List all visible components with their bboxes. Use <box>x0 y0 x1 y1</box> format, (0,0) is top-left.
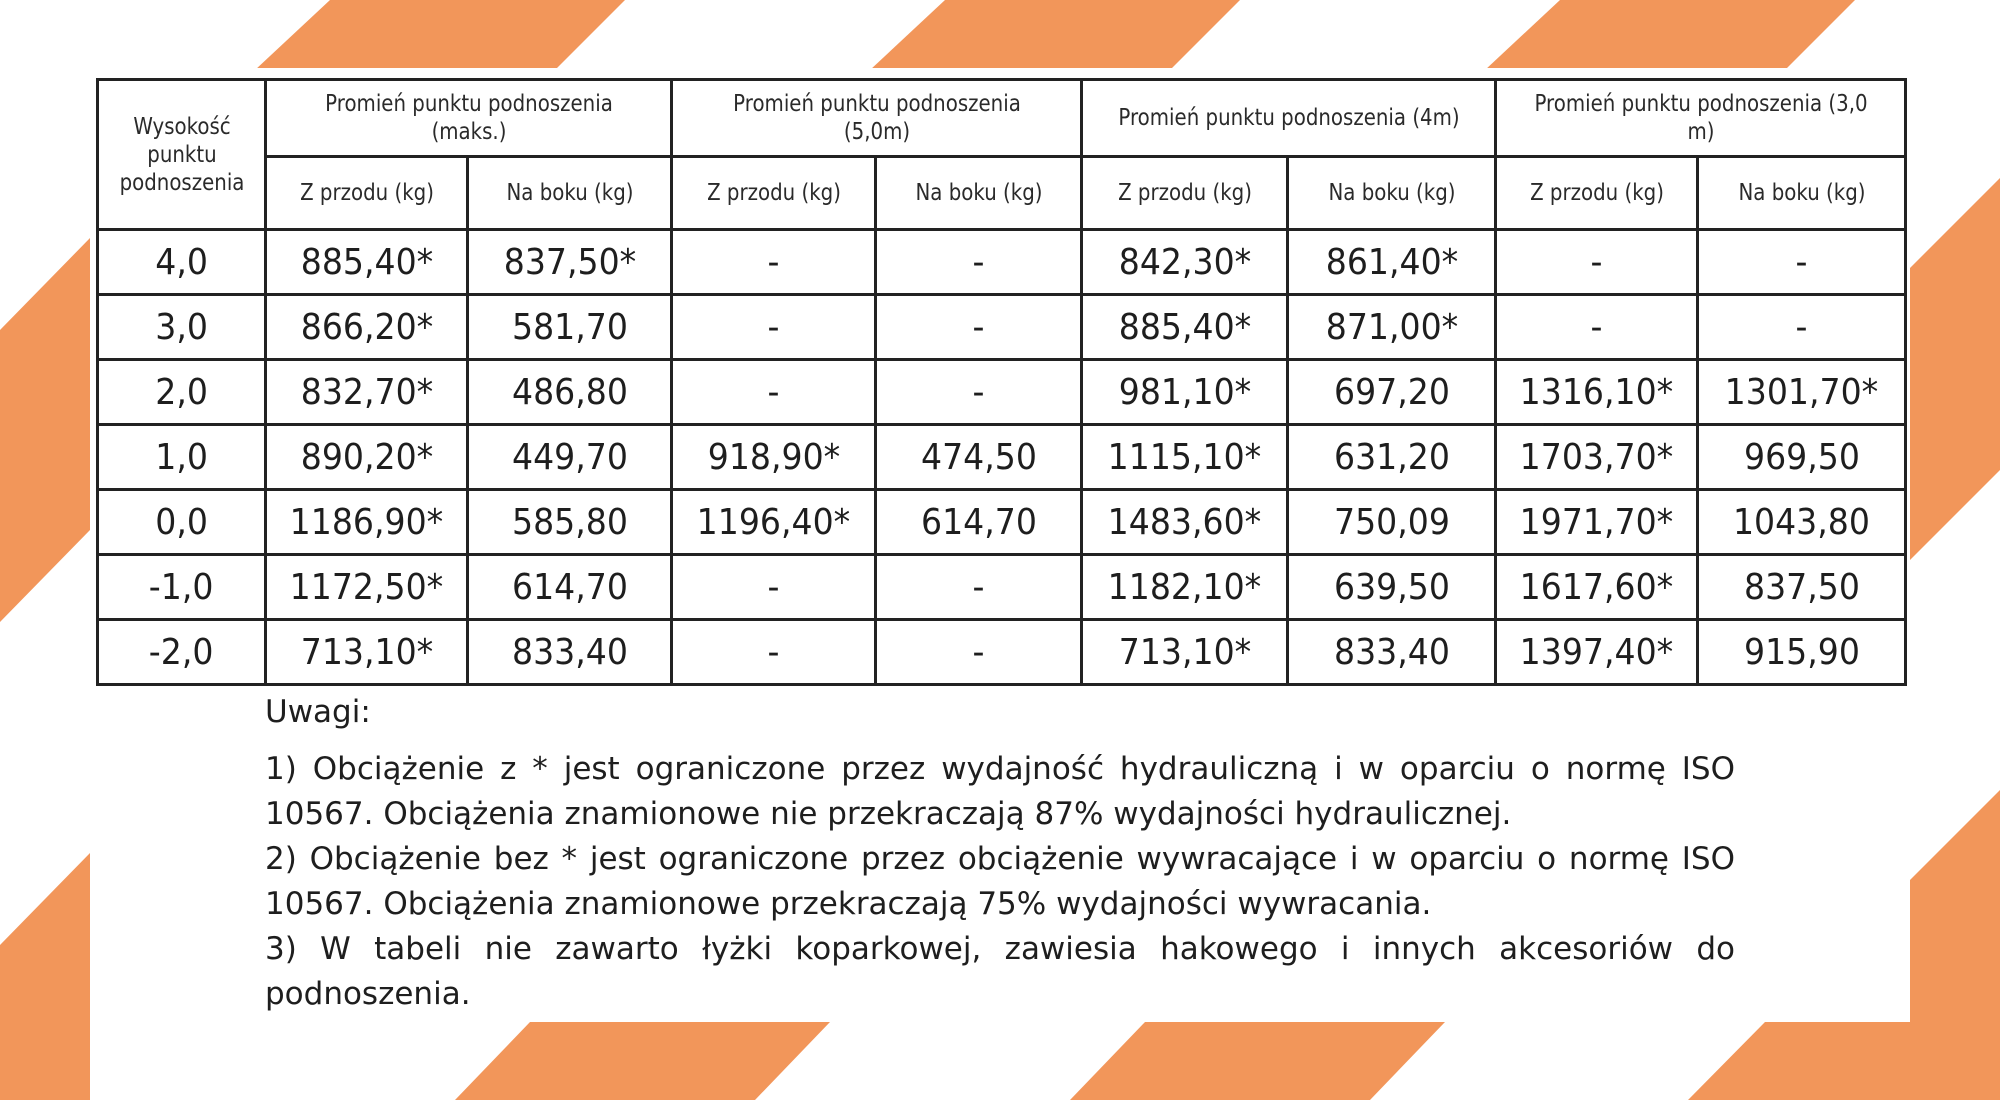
notes-title: Uwagi: <box>265 694 371 730</box>
load-cell: 861,40* <box>1288 230 1496 295</box>
stripe-left-1 <box>0 238 90 622</box>
radius-header-3m: Promień punktu podnoszenia (3,0 m) <box>1524 80 1877 157</box>
load-cell: 842,30* <box>1082 230 1288 295</box>
height-cell: 4,0 <box>98 230 266 295</box>
radius-header-5m: Promień punktu podnoszenia (5,0m) <box>700 80 1053 157</box>
load-cell: 837,50* <box>468 230 672 295</box>
load-cell: - <box>876 295 1082 360</box>
load-cell: 1397,40* <box>1496 620 1698 685</box>
load-cell: - <box>672 555 876 620</box>
table-row <box>98 230 1906 295</box>
load-cell: 1703,70* <box>1496 425 1698 490</box>
load-cell: 837,50 <box>1698 555 1906 620</box>
load-cell: 1182,10* <box>1082 555 1288 620</box>
load-cell: 833,40 <box>1288 620 1496 685</box>
table-row <box>98 295 1906 360</box>
table-body <box>98 230 1906 685</box>
stripe-top-1 <box>255 0 625 70</box>
load-cell: 871,00* <box>1288 295 1496 360</box>
front-header: Z przodu (kg) <box>1096 157 1273 230</box>
stripe-bottom-1 <box>455 1022 830 1100</box>
load-cell: 750,09 <box>1288 490 1496 555</box>
load-cell: 1301,70* <box>1698 360 1906 425</box>
load-cell: 918,90* <box>672 425 876 490</box>
load-cell: - <box>1698 295 1906 360</box>
load-cell: 585,80 <box>468 490 672 555</box>
table-row <box>98 555 1906 620</box>
load-cell: 713,10* <box>1082 620 1288 685</box>
stripe-top-3 <box>1485 0 1855 70</box>
table-row <box>98 490 1906 555</box>
load-cell: 639,50 <box>1288 555 1496 620</box>
load-cell: 486,80 <box>468 360 672 425</box>
load-cell: 1483,60* <box>1082 490 1288 555</box>
radius-header-max: Promień punktu podnoszenia (maks.) <box>294 80 643 157</box>
load-cell: 1172,50* <box>266 555 468 620</box>
side-header: Na boku (kg) <box>1712 157 1891 230</box>
load-cell: 915,90 <box>1698 620 1906 685</box>
side-header: Na boku (kg) <box>890 157 1067 230</box>
note-item: 3) W tabeli nie zawarto łyżki koparkowej, zawiesia hakowego i innych akcesoriów do podnoszenia. <box>265 931 1735 1012</box>
load-cell: 449,70 <box>468 425 672 490</box>
table-row <box>98 360 1906 425</box>
lifting-capacity-table <box>96 78 1907 686</box>
load-cell: 833,40 <box>468 620 672 685</box>
load-cell: 885,40* <box>266 230 468 295</box>
load-cell: - <box>672 295 876 360</box>
front-header: Z przodu (kg) <box>1510 157 1684 230</box>
load-cell: 614,70 <box>876 490 1082 555</box>
load-cell: 981,10* <box>1082 360 1288 425</box>
height-cell: -1,0 <box>98 555 266 620</box>
notes-section <box>265 690 1735 1017</box>
load-cell: - <box>876 230 1082 295</box>
load-cell: 1196,40* <box>672 490 876 555</box>
front-header: Z przodu (kg) <box>280 157 454 230</box>
load-cell: 1971,70* <box>1496 490 1698 555</box>
stripe-bottom-2 <box>1070 1022 1445 1100</box>
load-cell: 832,70* <box>266 360 468 425</box>
load-cell: - <box>876 360 1082 425</box>
height-header: Wysokość punktu podnoszenia <box>109 80 253 230</box>
note-item: 2) Obciążenie bez * jest ograniczone przez obciążenie wywracające i w oparciu o normę ISO 10567. Obciążenia znamionowe przekraczają 75% wydajności wywracania. <box>265 841 1735 922</box>
load-cell: 713,10* <box>266 620 468 685</box>
radius-header-4m: Promień punktu podnoszenia (4m) <box>1111 80 1467 157</box>
load-cell: 1617,60* <box>1496 555 1698 620</box>
load-cell: - <box>1698 230 1906 295</box>
load-cell: 969,50 <box>1698 425 1906 490</box>
stripe-bottom-3 <box>1688 1022 2000 1100</box>
load-cell: - <box>1496 230 1698 295</box>
front-header: Z przodu (kg) <box>686 157 861 230</box>
stripe-left-2 <box>0 853 90 1100</box>
stripe-top-2 <box>870 0 1240 70</box>
load-cell: 866,20* <box>266 295 468 360</box>
header-row-sides <box>98 157 1906 230</box>
load-cell: - <box>1496 295 1698 360</box>
load-cell: - <box>876 555 1082 620</box>
load-cell: 1043,80 <box>1698 490 1906 555</box>
table-row <box>98 425 1906 490</box>
stripe-right-1 <box>1910 178 2000 560</box>
load-cell: 885,40* <box>1082 295 1288 360</box>
load-cell: 631,20 <box>1288 425 1496 490</box>
load-cell: 697,20 <box>1288 360 1496 425</box>
load-cell: 1186,90* <box>266 490 468 555</box>
load-cell: - <box>672 620 876 685</box>
height-cell: 3,0 <box>98 295 266 360</box>
load-cell: - <box>876 620 1082 685</box>
table-row <box>98 620 1906 685</box>
height-cell: 1,0 <box>98 425 266 490</box>
load-cell: 581,70 <box>468 295 672 360</box>
height-cell: -2,0 <box>98 620 266 685</box>
load-cell: 474,50 <box>876 425 1082 490</box>
height-cell: 2,0 <box>98 360 266 425</box>
side-header: Na boku (kg) <box>1302 157 1481 230</box>
note-item: 1) Obciążenie z * jest ograniczone przez wydajność hydrauliczną i w oparciu o normę ISO 10567. Obciążenia znamionowe nie przekraczają 87% wydajności hydraulicznej. <box>265 751 1735 832</box>
load-cell: - <box>672 360 876 425</box>
load-cell: 890,20* <box>266 425 468 490</box>
height-cell: 0,0 <box>98 490 266 555</box>
load-cell: 1316,10* <box>1496 360 1698 425</box>
header-row-groups <box>98 80 1906 157</box>
load-cell: 1115,10* <box>1082 425 1288 490</box>
side-header: Na boku (kg) <box>482 157 657 230</box>
load-cell: - <box>672 230 876 295</box>
load-cell: 614,70 <box>468 555 672 620</box>
